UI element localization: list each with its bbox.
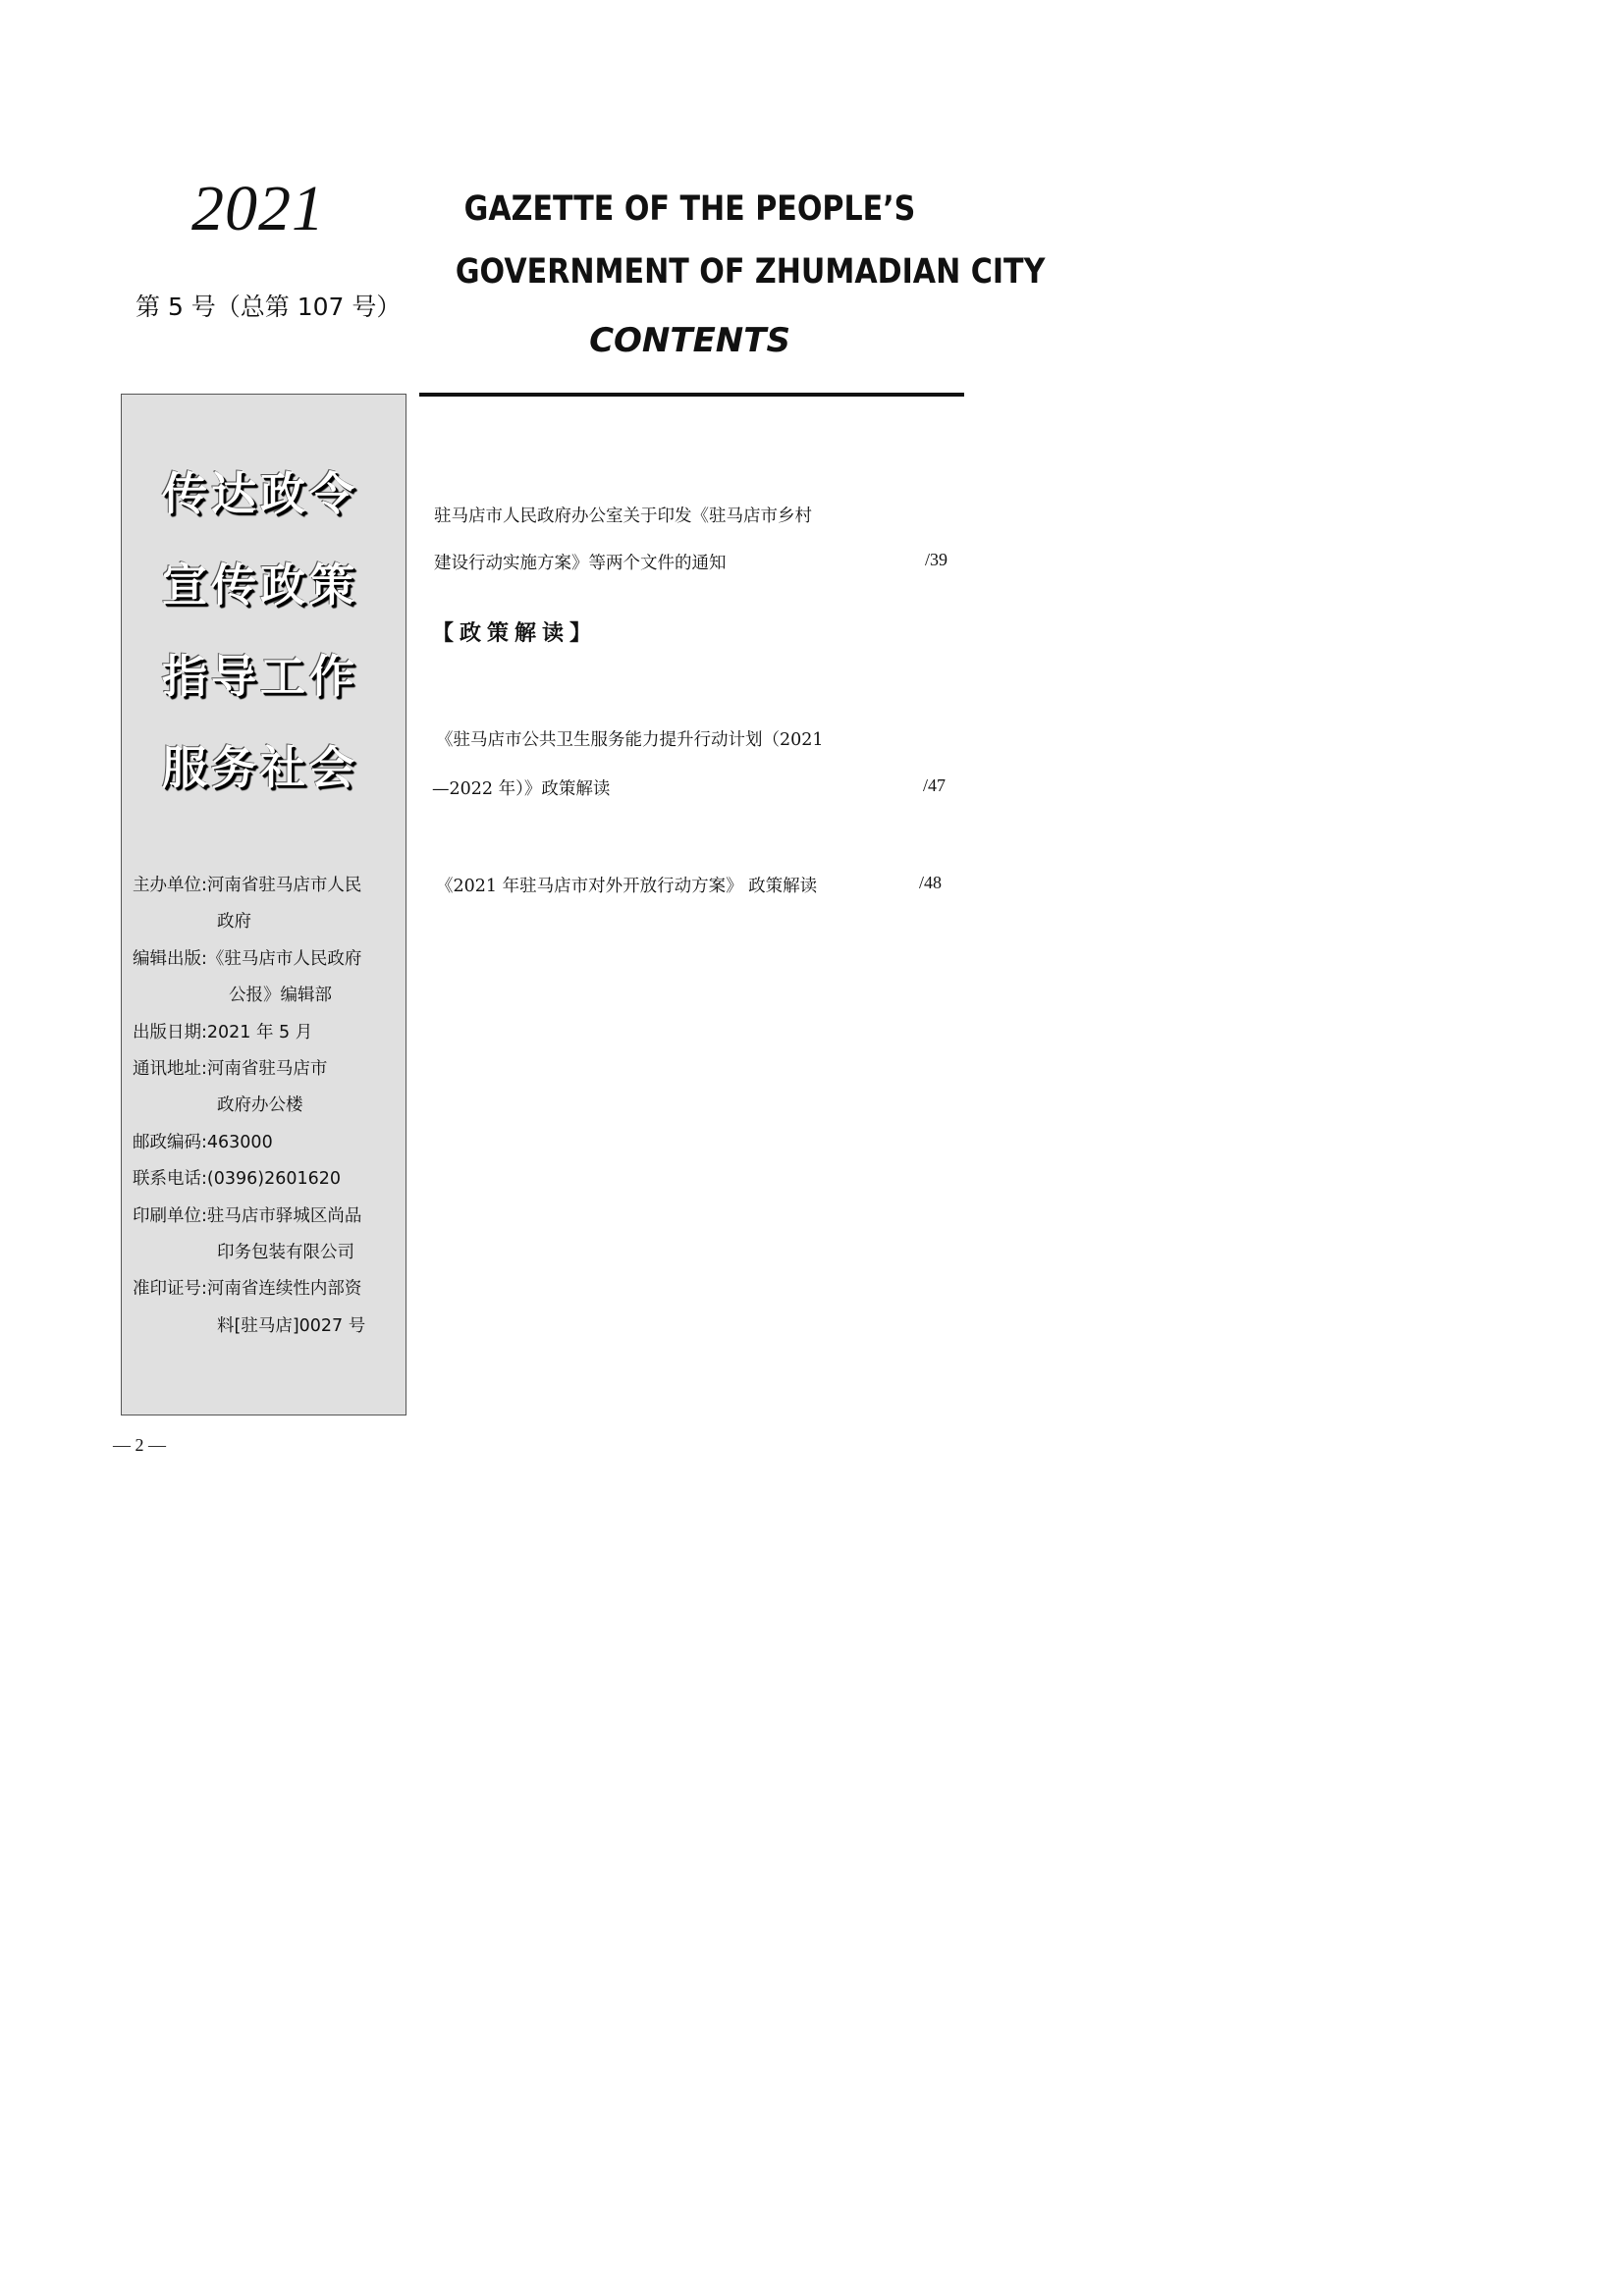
toc-page-number: /47: [923, 775, 947, 795]
section-heading: 【政策解读】: [432, 621, 598, 646]
slogan: 指导工作: [162, 650, 358, 703]
info-line: 出版日期:2021 年 5 月: [133, 1022, 313, 1042]
year-label: 2021: [191, 173, 325, 244]
slogan: 传达政令: [162, 467, 358, 520]
info-line: 通讯地址:河南省驻马店市: [133, 1059, 328, 1080]
info-line: 准印证号:河南省连续性内部资: [133, 1279, 362, 1300]
toc-entry-line: —2022 年）》政策解读: [432, 779, 611, 799]
gazette-title-line-1: GAZETTE OF THE PEOPLE’S: [463, 189, 916, 229]
toc-entry-line: 建设行动实施方案》等两个文件的通知: [434, 554, 727, 573]
info-line: 编辑出版:《驻马店市人民政府: [133, 948, 362, 969]
info-line: 印务包装有限公司: [217, 1243, 354, 1263]
gazette-title-line-2: GOVERNMENT OF ZHUMADIAN CITY: [455, 252, 1046, 292]
issue-label: 第 5 号（总第 107 号）: [135, 293, 402, 321]
toc-entry-line: 驻马店市人民政府办公室关于印发《驻马店市乡村: [434, 507, 812, 526]
info-line: 印刷单位:驻马店市驿城区尚品: [133, 1205, 362, 1226]
toc-entry-line: 《2021 年驻马店市对外开放行动方案》 政策解读: [436, 877, 818, 896]
info-line: 主办单位:河南省驻马店市人民: [133, 876, 362, 895]
info-line: 料[驻马店]0027 号: [217, 1315, 366, 1336]
slogan: 宣传政策: [162, 559, 358, 612]
info-line: 政府办公楼: [217, 1095, 303, 1116]
info-line: 公报》编辑部: [229, 986, 332, 1006]
info-line: 邮政编码:463000: [133, 1132, 273, 1152]
contents-heading: CONTENTS: [589, 321, 790, 360]
publication-info: [133, 868, 403, 1345]
info-line: 联系电话:(0396)2601620: [133, 1169, 342, 1190]
header-divider: [419, 393, 964, 397]
toc-page-number: /48: [919, 873, 943, 892]
toc-page-number: /39: [925, 550, 948, 569]
toc-entry-line: 《驻马店市公共卫生服务能力提升行动计划（2021: [436, 730, 824, 750]
slogan: 服务社会: [162, 741, 358, 794]
page-number: — 2 —: [113, 1435, 166, 1455]
info-line: 政府: [217, 912, 251, 933]
